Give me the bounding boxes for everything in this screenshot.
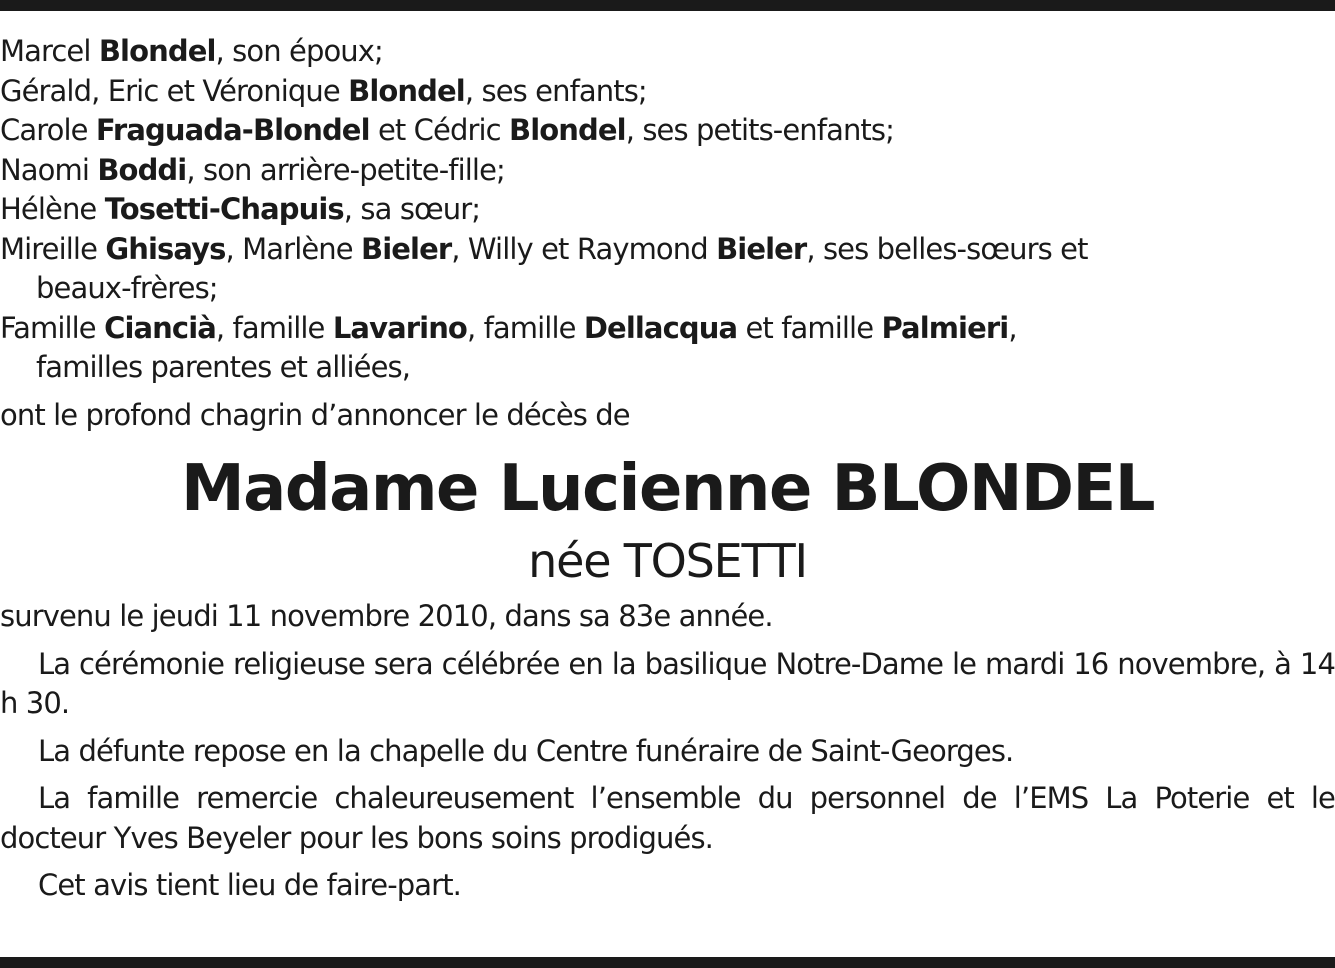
family-entry xyxy=(0,309,1335,388)
family-surname: Lavarino xyxy=(332,310,467,345)
family-text: , ses petits-enfants; xyxy=(625,113,894,147)
family-surname: Ghisays xyxy=(105,231,226,266)
maiden-name: née TOSETTI xyxy=(528,534,807,588)
family-text: , famille xyxy=(215,310,333,345)
family-text: , Willy et Raymond xyxy=(451,231,717,266)
deceased-name: Madame Lucienne BLONDEL xyxy=(180,452,1155,526)
family-entry xyxy=(0,72,1335,112)
family-text: Carole xyxy=(0,113,96,147)
family-surname: Blondel xyxy=(98,34,216,68)
family-surname: Bieler xyxy=(716,231,807,266)
family-text: , ses enfants; xyxy=(464,73,647,108)
family-surname: Ciancià xyxy=(104,310,216,345)
family-surname: Boddi xyxy=(97,152,187,187)
family-list xyxy=(0,32,1335,388)
family-surname: Blondel xyxy=(509,113,626,147)
family-surname: Blondel xyxy=(348,73,465,108)
family-entry xyxy=(0,190,1335,230)
family-text: , son époux; xyxy=(215,34,383,68)
announcement-line: ont le profond chagrin d’annoncer le décès de xyxy=(0,397,630,432)
family-surname: Palmieri xyxy=(881,310,1009,345)
family-surname: Bieler xyxy=(361,231,452,266)
family-text: , ses belles-sœurs et beaux-frères; xyxy=(36,231,1088,305)
thanks-paragraph: La famille remercie chaleureusement l’ensemble du personnel de l’EMS La Poterie et le docteur Yves Beyeler pour les bons soins prodigués. xyxy=(0,781,1335,855)
rest-place-paragraph: La défunte repose en la chapelle du Centre funéraire de Saint-Georges. xyxy=(38,733,1014,768)
family-text: Marcel xyxy=(0,34,99,68)
family-surname: Fraguada-Blondel xyxy=(95,113,370,147)
family-text: , familles parentes et alliées, xyxy=(36,310,1017,384)
family-entry xyxy=(0,32,1335,72)
family-surname: Tosetti-Chapuis xyxy=(104,192,344,226)
obituary-notice xyxy=(0,32,1335,906)
family-text: Gérald, Eric et Véronique xyxy=(0,73,349,108)
closing-line: Cet avis tient lieu de faire-part. xyxy=(38,868,461,902)
family-text: Hélène xyxy=(0,192,105,226)
ceremony-paragraph: La cérémonie religieuse sera célébrée en la basilique Notre-Dame le mardi 16 novembre, à 14 h 30. xyxy=(0,646,1335,720)
family-text: , famille xyxy=(466,310,584,345)
family-text: et famille xyxy=(737,310,882,345)
family-entry xyxy=(0,151,1335,191)
family-text: et Cédric xyxy=(369,113,510,147)
family-text: , son arrière-petite-fille; xyxy=(186,152,505,187)
family-entry xyxy=(0,111,1335,151)
family-text: , Marlène xyxy=(225,231,362,266)
death-date-line: survenu le jeudi 11 novembre 2010, dans sa 83e année. xyxy=(0,599,773,633)
top-rule xyxy=(0,0,1335,11)
family-surname: Dellacqua xyxy=(583,310,738,345)
bottom-rule xyxy=(0,957,1335,968)
family-text: , sa sœur; xyxy=(343,192,481,226)
family-text: Mireille xyxy=(0,231,106,266)
family-text: Naomi xyxy=(0,152,98,187)
family-text: Famille xyxy=(0,310,105,345)
family-entry xyxy=(0,230,1335,309)
